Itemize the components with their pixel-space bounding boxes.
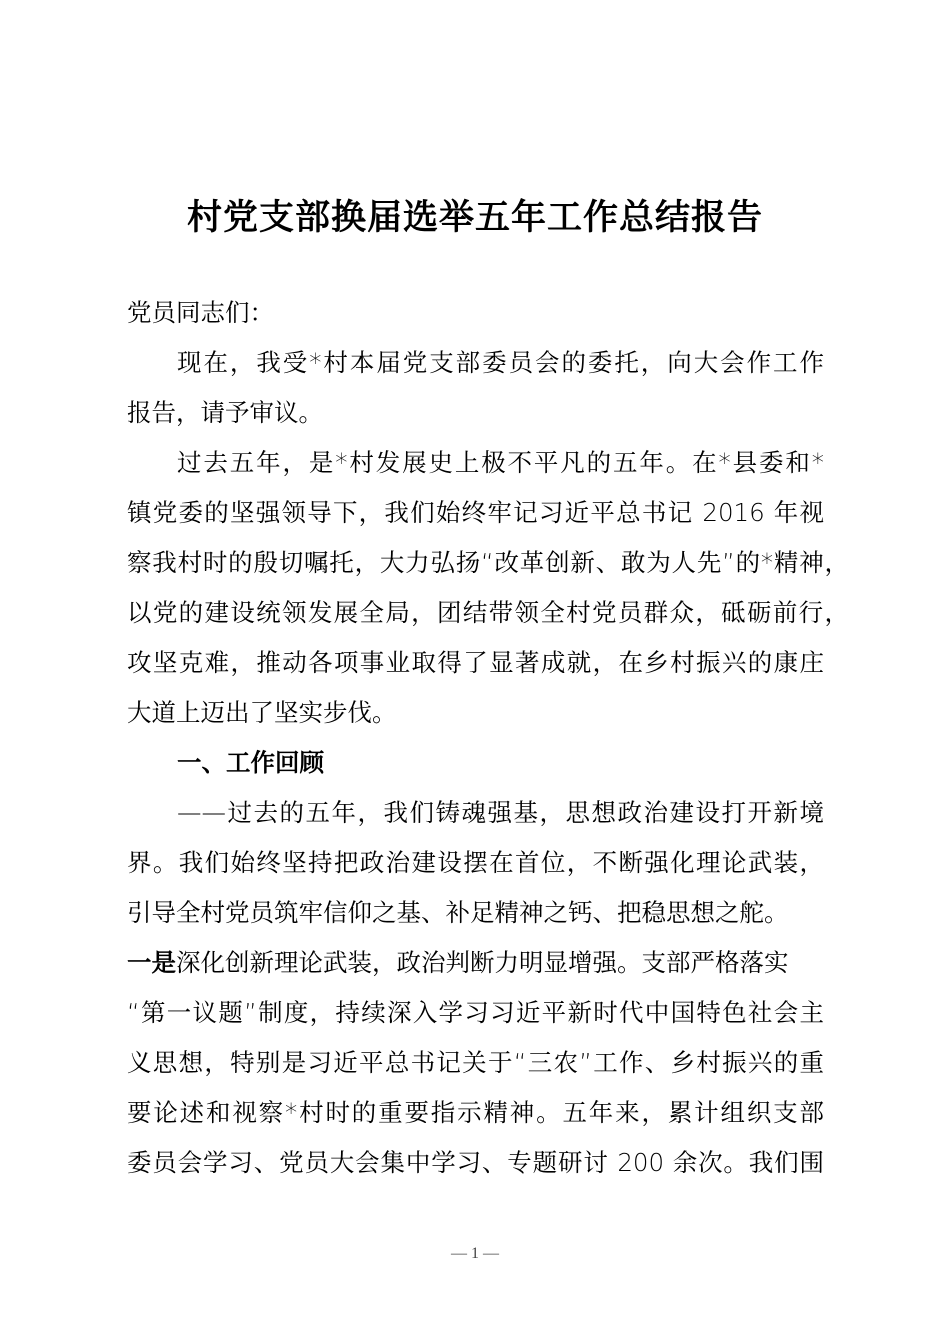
text-line: 攻坚克难，推动各项事业取得了显著成就，在乡村振兴的康庄 — [127, 648, 824, 677]
document-title: 村党支部换届选举五年工作总结报告 — [186, 198, 763, 238]
text-line — [127, 940, 824, 990]
text-line: 引导全村党员筑牢信仰之基、补足精神之钙、把稳思想之舵。 — [127, 898, 789, 927]
bold-lead: 一是 — [127, 948, 176, 977]
text-line: 要论述和视察*村时的重要指示精神。五年来，累计组织支部 — [127, 1098, 824, 1127]
text-line: ——过去的五年，我们铸魂强基，思想政治建设打开新境 — [177, 798, 824, 827]
page-number: — 1 — — [451, 1245, 499, 1262]
text-line: 报告，请予审议。 — [127, 398, 323, 427]
text-line: 镇党委的坚强领导下，我们始终牢记习近平总书记 2016 年视 — [127, 498, 824, 527]
document-body — [127, 290, 849, 1190]
text-line: 委员会学习、党员大会集中学习、专题研讨 200 余次。我们围 — [127, 1148, 824, 1177]
text-line: “第一议题”制度，持续深入学习习近平新时代中国特色社会主 — [127, 998, 824, 1027]
text-line: 察我村时的殷切嘱托，大力弘扬“改革创新、敢为人先”的*精神， — [127, 548, 849, 577]
text-line: 大道上迈出了坚实步伐。 — [127, 698, 397, 727]
text-line: 过去五年，是*村发展史上极不平凡的五年。在*县委和* — [177, 448, 824, 477]
text-line: 义思想，特别是习近平总书记关于“三农”工作、乡村振兴的重 — [127, 1048, 824, 1077]
text-line: 现在，我受*村本届党支部委员会的委托，向大会作工作 — [177, 348, 824, 377]
salutation: 党员同志们： — [127, 298, 274, 327]
text-line: 界。我们始终坚持把政治建设摆在首位，不断强化理论武装， — [127, 848, 824, 877]
section-heading: 一、工作回顾 — [177, 748, 324, 777]
text-span: 深化创新理论武装，政治判断力明显增强。支部严格落实 — [176, 948, 789, 977]
text-line: 以党的建设统领发展全局，团结带领全村党员群众，砥砺前行， — [127, 598, 849, 627]
